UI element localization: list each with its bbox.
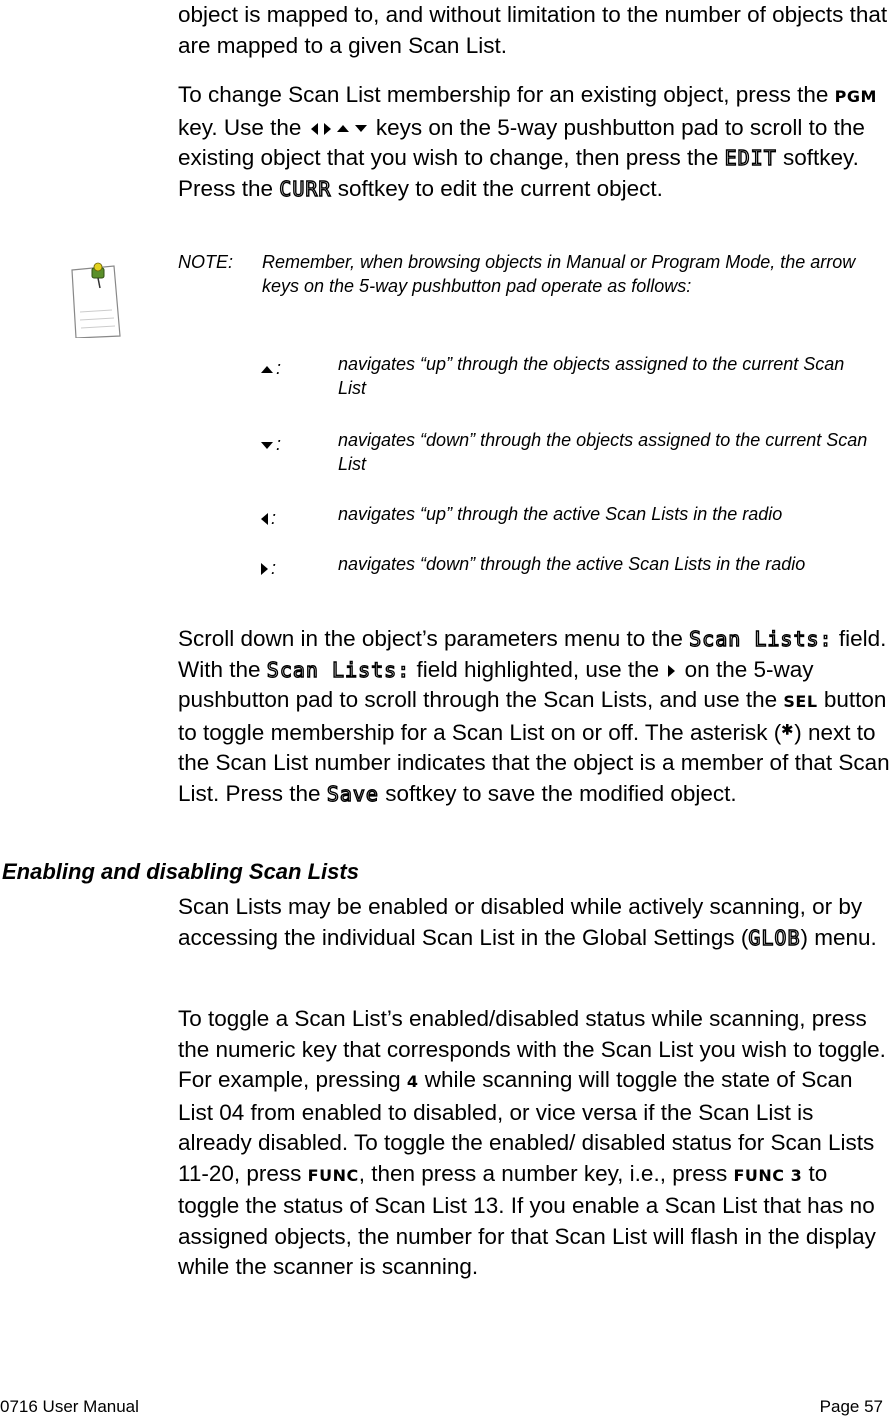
- note-right-description: navigates “down” through the active Scan Lists in the radio: [338, 554, 806, 574]
- paragraph-scroll-scan-lists: Scroll down in the object’s parameters menu to the Scan Lists: field. With the Scan Lists: field highlighted, use the on the 5-way pushbutton pad to scroll through the Scan Lists, and use the SEL button to toggle membership for a Scan List on or off. The asterisk (*) next to the Scan List number indicates that the object is a member of that Scan List. Press the Save softkey to save the modified object.: [178, 626, 890, 806]
- key-4-label: 4: [406, 1072, 419, 1091]
- edit-softkey-label: EDIT: [724, 146, 777, 170]
- save-softkey-label: Save: [326, 781, 379, 806]
- note-item-left: [258, 502, 888, 552]
- colon: :: [271, 558, 277, 578]
- note-item-up: [258, 352, 888, 402]
- right-arrow-icon: [324, 123, 331, 135]
- scan-lists-field-label: Scan Lists:: [266, 657, 411, 682]
- note-item-down: [258, 428, 888, 478]
- note-block: [60, 248, 891, 608]
- pgm-key-label: PGM: [834, 87, 877, 106]
- note-up-description: navigates “up” through the objects assigned to the current Scan List: [338, 354, 845, 398]
- note-down-description: navigates “down” through the objects assigned to the current Scan List: [338, 430, 868, 474]
- paragraph-enable-disable: Scan Lists may be enabled or disabled while actively scanning, or by accessing the individual Scan List in the Global Settings (GLOB) menu.: [178, 894, 877, 950]
- colon: :: [271, 508, 277, 528]
- left-arrow-icon: [311, 123, 318, 135]
- paragraph-toggle-while-scanning: To toggle a Scan List’s enabled/disabled status while scanning, press the numeric key that corresponds with the Scan List you wish to toggle. For example, pressing 4 while scanning will toggle the state of Scan List 04 from enabled to disabled, or vice versa if the Scan List is already disabled. To toggle the enabled/ disabled status for Scan Lists 11-20, press FUNC, then press a number key, i.e., press FUNC 3 to toggle the status of Scan List 13. If you enable a Scan List that has no assigned objects, the number for that Scan List will flash in the display while the scanner is scanning.: [178, 1006, 886, 1279]
- colon: :: [276, 358, 282, 378]
- up-arrow-icon: [261, 366, 273, 373]
- note-left-description: navigates “up” through the active Scan Lists in the radio: [338, 504, 783, 524]
- glob-softkey-label: GLOB: [748, 925, 801, 950]
- section-heading: Enabling and disabling Scan Lists: [2, 859, 359, 884]
- curr-softkey-label: CURR: [279, 176, 332, 201]
- down-arrow-icon: [261, 442, 273, 449]
- left-arrow-icon: [261, 513, 268, 525]
- up-arrow-icon: [337, 125, 349, 132]
- footer-page-number: Page 57: [819, 1397, 883, 1416]
- right-arrow-icon: [668, 665, 675, 677]
- colon: :: [276, 434, 282, 454]
- paragraph-mapping-continued: object is mapped to, and without limitation to the number of objects that are mapped to a given Scan List.: [178, 2, 888, 58]
- down-arrow-icon: [355, 125, 367, 132]
- right-arrow-icon: [261, 563, 268, 575]
- paragraph-change-membership: To change Scan List membership for an existing object, press the PGM key. Use the keys on the 5-way pushbutton pad to scroll to the existing object that you wish to change, then press the EDIT softkey. Press the CURR softkey to edit the current object.: [178, 82, 877, 201]
- asterisk-symbol: *: [781, 720, 795, 745]
- note-item-right: [258, 552, 888, 602]
- scan-lists-field-label: Scan Lists:: [689, 627, 833, 651]
- func-3-key-label: FUNC 3: [733, 1165, 803, 1185]
- note-text: Remember, when browsing objects in Manual or Program Mode, the arrow keys on the 5-way pushbutton pad operate as follows:: [262, 252, 856, 296]
- sel-key-label: SEL: [783, 692, 818, 711]
- note-pad-icon: [64, 262, 124, 338]
- func-key-label: FUNC: [307, 1165, 359, 1185]
- note-label: NOTE:: [178, 252, 234, 272]
- footer-manual-title: 0716 User Manual: [0, 1397, 139, 1416]
